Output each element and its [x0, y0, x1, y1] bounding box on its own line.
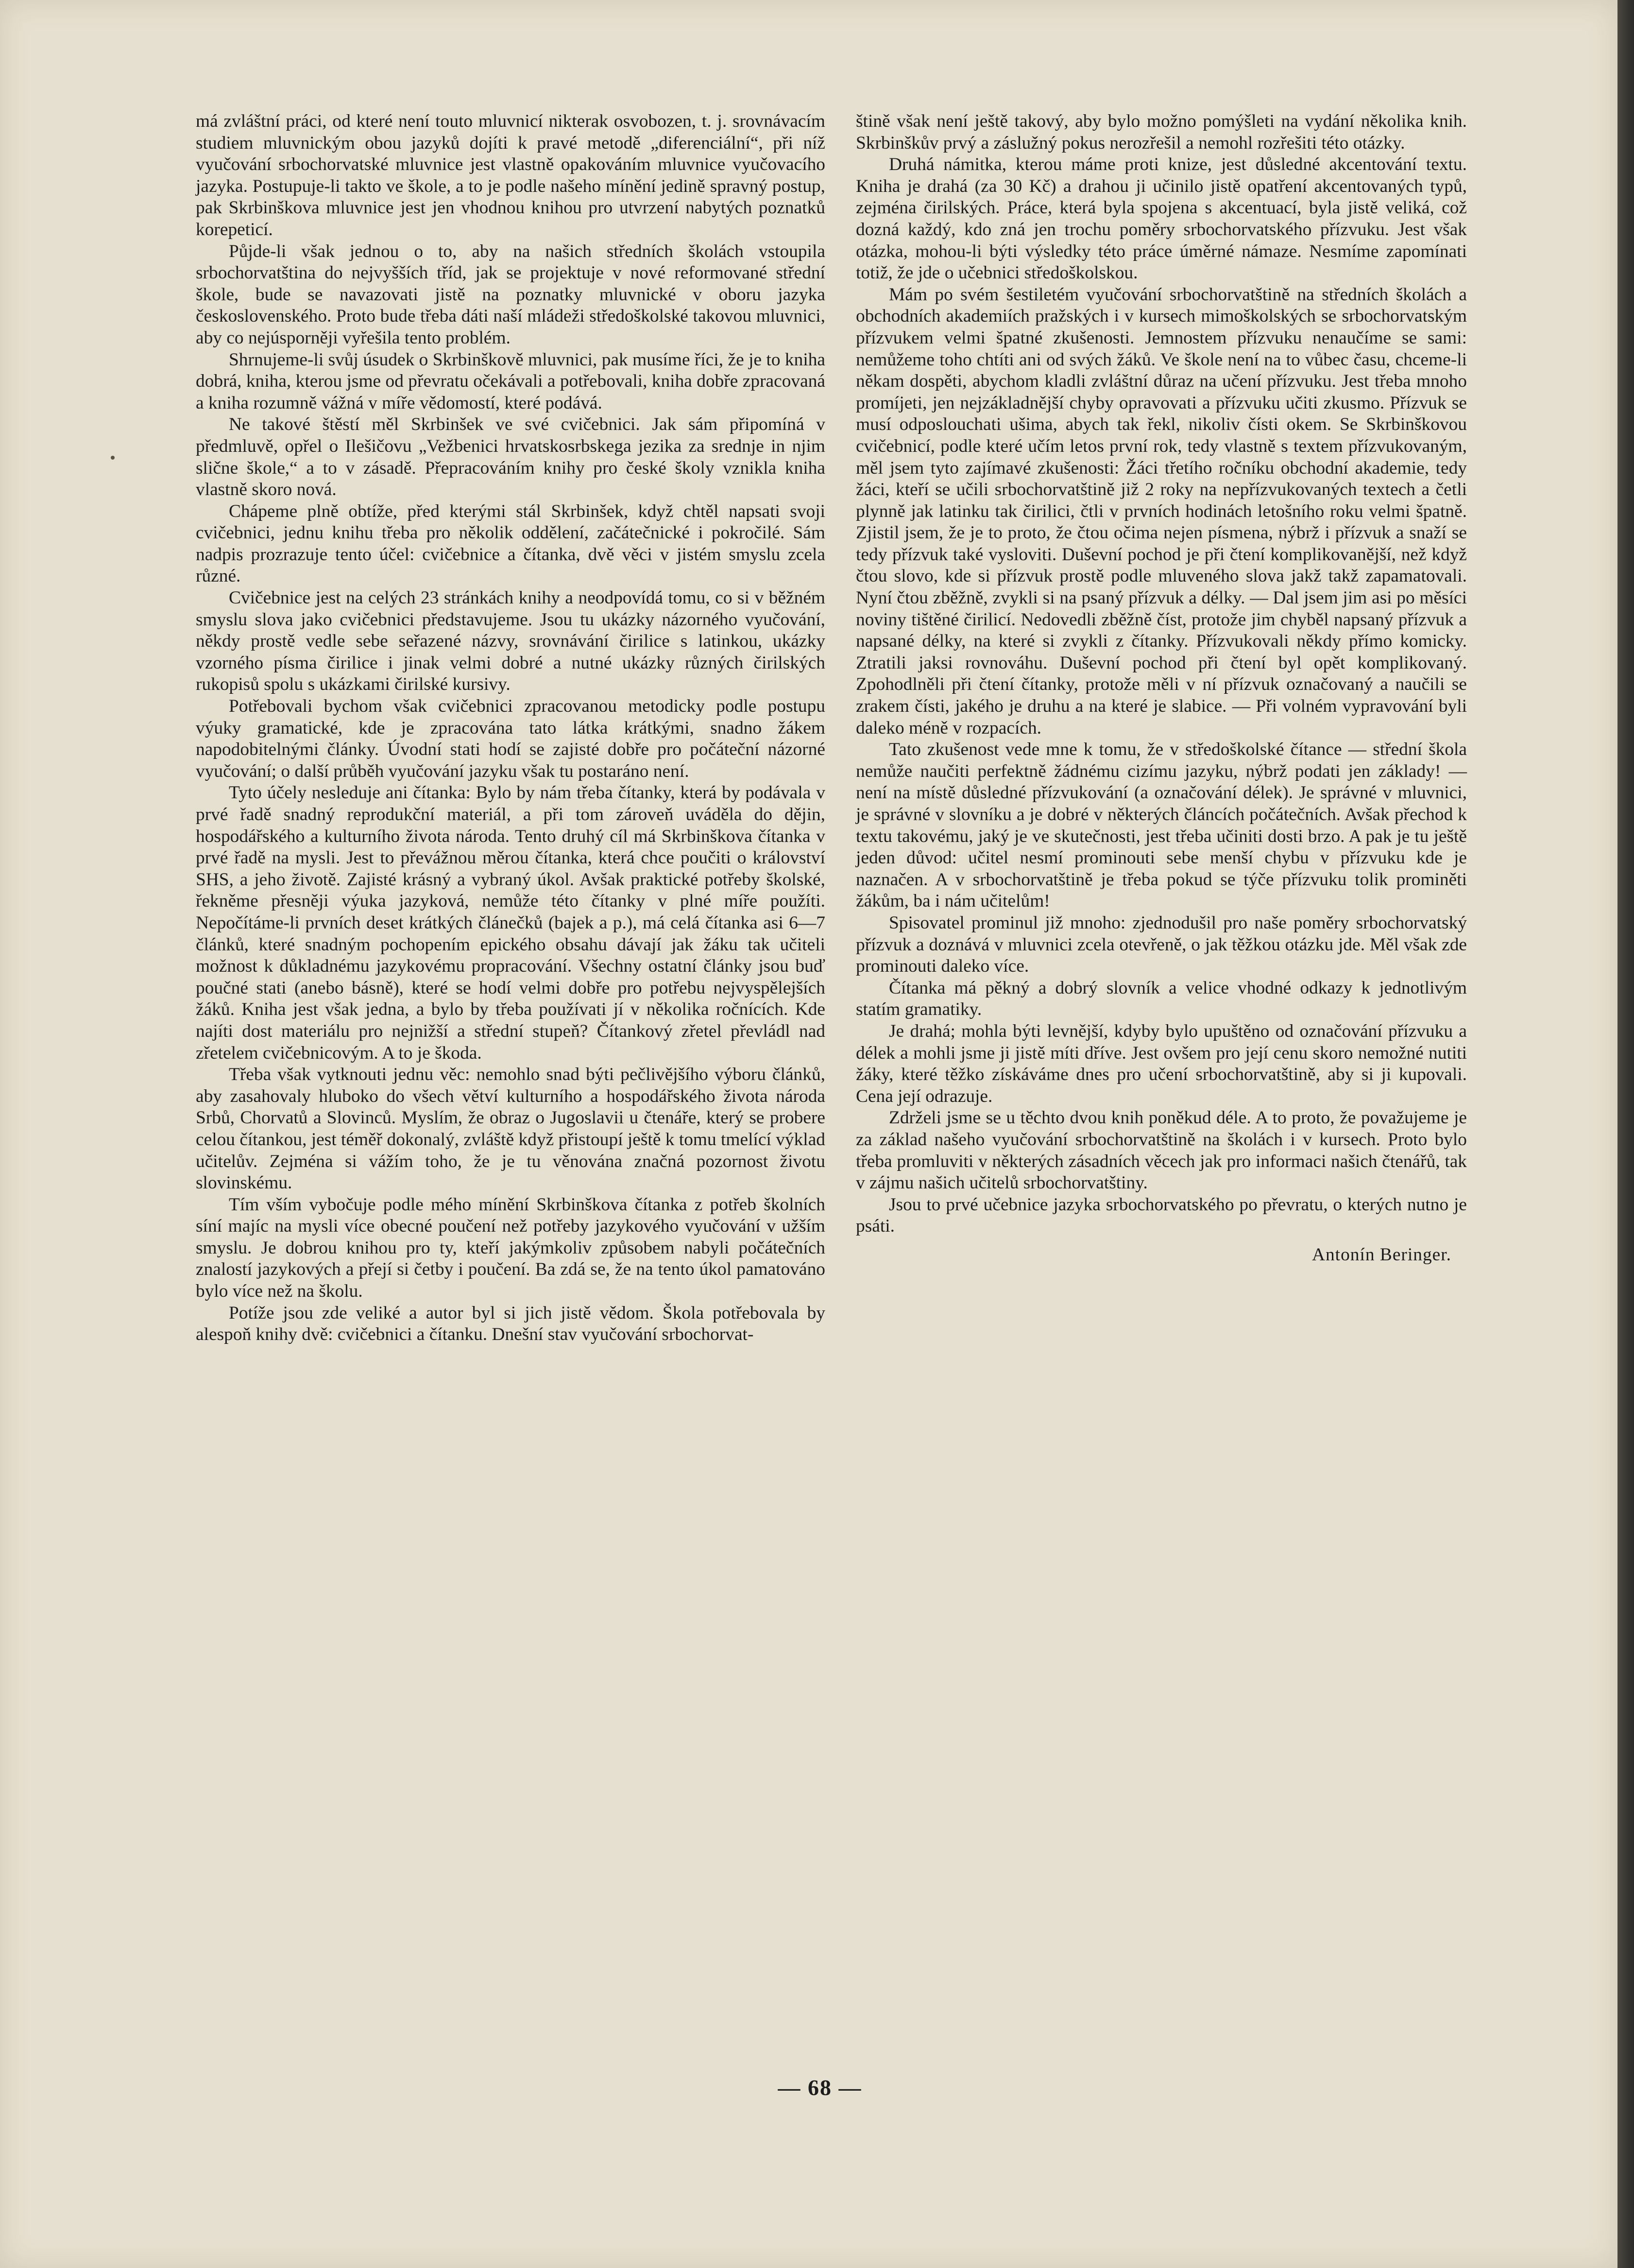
- paragraph: má zvláštní práci, od které není touto mluvnicí nikterak osvobozen, t. j. srovnávacím studiem mluvnickým obou jazyků dojíti k pravé metodě „diferenciální“, při níž vyučování srbochorvatské mluvnice jest vlastně opakováním mluvnice vyučovacího jazyka. Postupuje-li takto ve škole, a to je podle našeho mínění jedině spravný postup, pak Skrbinškova mluvnice jest jen vhodnou knihou pro utvrzení nabytých poznatků korepeticí.: [196, 111, 825, 240]
- paragraph: Chápeme plně obtíže, před kterými stál Skrbinšek, když chtěl napsati svoji cvičebnici, jednu knihu třeba pro několik oddělení, začátečnické i pokročilé. Sám nadpis prozrazuje tento účel: cvičebnice a čítanka, dvě věci v jistém smyslu zcela různé.: [196, 501, 825, 586]
- paragraph: Druhá námitka, kterou máme proti knize, jest důsledné akcentování textu. Kniha je drahá (za 30 Kč) a drahou ji učinilo jistě opatření akcentovaných typů, zejména čirilských. Práce, která byla spojena s akcentuací, byla jistě veliká, což dozná každý, kdo zná jen trochu poměry srbochorvatského přízvuku. Jest však otázka, mohou-li býti výsledky této práce úměrné námaze. Nesmíme zapomínati totiž, že jde o učebnici středoškolskou.: [856, 155, 1467, 283]
- paragraph: Potřebovali bychom však cvičebnici zpracovanou metodicky podle postupu výuky gramatické, kde je zpracována tato látka krátkými, snadno žákem napodobitelnými články. Úvodní stati hodí se zajisté dobře pro počáteční názorné vyučování; o další průběh vyučování jazyku však tu postaráno není.: [196, 696, 825, 781]
- paragraph: štině však není ještě takový, aby bylo možno pomýšleti na vydání několika knih. Skrbinškův prvý a záslužný pokus nerozřešil a nemohl rozřešiti této otázky.: [856, 111, 1467, 153]
- right-column: [856, 111, 1467, 1266]
- paragraph: Tato zkušenost vede mne k tomu, že v středoškolské čítance — střední škola nemůže naučiti perfektně žádnému cizímu jazyku, nýbrž podati jen základy! — není na místě důsledné přízvukování (a označování délek). Je správné v mluvnici, je správné v slovníku a je dobré v některých článcích počátečních. Avšak přechod k textu takovému, jaký je ve skutečnosti, jest třeba učiniti dosti brzo. A pak je tu ještě jeden důvod: učitel nesmí prominouti sebe menší chybu v přízvuku kde je naznačen. A v srbochorvatštině je třeba pokud se týče přízvuku tolik prominěti žákům, ba i nám učitelům!: [856, 739, 1467, 911]
- paragraph: Je drahá; mohla býti levnější, kdyby bylo upuštěno od označování přízvuku a délek a mohli jsme ji jistě míti dříve. Jest ovšem pro její cenu skoro nemožné nutiti žáky, které těžko získáváme dnes pro učení srbochorvatštině, aby si ji kupovali. Cena její odrazuje.: [856, 1021, 1467, 1106]
- paragraph: Zdrželi jsme se u těchto dvou knih poněkud déle. A to proto, že považujeme je za základ našeho vyučování srbochorvatštině na školách i v kursech. Proto bylo třeba promluviti v některých zásadních věcech jak pro informaci našich čtenářů, tak v zájmu našich učitelů srbochorvatštiny.: [856, 1108, 1467, 1193]
- left-column: [196, 111, 825, 1346]
- paragraph: Tím vším vybočuje podle mého mínění Skrbinškova čítanka z potřeb školních síní majíc na mysli více obecné poučení než potřeby jazykového vyučování v užším smyslu. Je dobrou knihou pro ty, kteří jakýmkoliv způsobem nabyli počátečních znalostí jazykových a přejí si četby i poučení. Ba zdá se, že na tento úkol pamatováno bylo více než na školu.: [196, 1194, 825, 1302]
- paragraph: Půjde-li však jednou o to, aby na našich středních školách vstoupila srbochorvatština do nejvyšších tříd, jak se projektuje v nové reformované střední škole, bude se navazovati jistě na poznatky mluvnické v oboru jazyka československého. Proto bude třeba dáti naší mládeži středoškolské takovou mluvnici, aby co nejúsporněji vyřešila tento problém.: [196, 241, 825, 348]
- paragraph: Čítanka má pěkný a dobrý slovník a velice vhodné odkazy k jednotlivým statím gramatiky.: [856, 978, 1467, 1020]
- paragraph: Potíže jsou zde veliké a autor byl si jich jistě vědom. Škola potřebovala by alespoň knihy dvě: cvičebnici a čítanku. Dnešní stav vyučování srbochorvat-: [196, 1303, 825, 1345]
- paragraph: Mám po svém šestiletém vyučování srbochorvatštině na středních školách a obchodních akademiích pražských i v kursech mimoškolských se srbochorvatským přízvukem velmi špatné zkušenosti. Jemnostem přízvuku nenaučíme se sami: nemůžeme toho chtíti ani od svých žáků. Ve škole není na to vůbec času, chceme-li někam dospěti, abychom kladli zvláštní důraz na učení přízvuku. Jest třeba mnoho promíjeti, jen nejzákladnější chyby opravovati a přízvuku učiti zkusmo. Přízvuk se musí odposlouchati ušima, abych tak řekl, nikoliv čísti okem. Se Skrbinškovou cvičebnicí, podle které učím letos první rok, tedy vlastně s textem přízvukovaným, měl jsem tyto zajímavé zkušenosti: Žáci třetího ročníku obchodní akademie, tedy žáci, kteří se učili srbochorvatštině již 2 roky na nepřízvukovaných textech a četli plynně jak latinku tak čirilici, čtli v prvních hodinách letošního roku velmi špatně. Zjistil jsem, že je to proto, že čtou očima nejen písmena, nýbrž i přízvuk a snaží se tedy přízvuk také vysloviti. Duševní pochod je při čtení komplikovanější, než když čtou slovo, kde si přízvuk prostě podle mluveného slova jakž takž zapamatovali. Nyní čtou zběžně, zvykli si na psaný přízvuk a délky. — Dal jsem jim asi po měsíci noviny tištěné čirilicí. Nedovedli zběžně číst, protože jim chyběl napsaný přízvuk a napsané délky, na které si zvykli z čítanky. Přízvukovali někdy přímo komicky. Ztratili jaksi rovnováhu. Duševní pochod při čtení byl opět komplikovaný. Zpohodlněli při čtení čítanky, protože měli v ní přízvuk označovaný a naučili se zrakem čísti, jakého je druhu a na které je slabice. — Při volném vypravování byli daleko méně v rozpacích.: [856, 284, 1467, 738]
- paragraph: Spisovatel prominul již mnoho: zjednodušil pro naše poměry srbochorvatský přízvuk a doznává v mluvnici zcela otevřeně, o jak těžkou otázku jde. Měl však zde prominouti daleko více.: [856, 912, 1467, 977]
- author-signature: Antonín Beringer.: [1311, 1244, 1451, 1265]
- paragraph: Jsou to prvé učebnice jazyka srbochorvatského po převratu, o kterých nutno je psáti.: [856, 1194, 1467, 1237]
- paragraph: Shrnujeme-li svůj úsudek o Skrbinškově mluvnici, pak musíme říci, že je to kniha dobrá, kniha, kterou jsme od převratu očekávali a potřebovali, kniha dobře zpracovaná a kniha rozumně vážná v míře vědomostí, které podává.: [196, 349, 825, 413]
- page-number: — 68 —: [778, 2075, 862, 2100]
- paragraph: Cvičebnice jest na celých 23 stránkách knihy a neodpovídá tomu, co si v běžném smyslu slova jako cvičebnici představujeme. Jsou tu ukázky názorného vyučování, někdy prostě vedle sebe seřazené názvy, srovnávání čirilice s latinkou, ukázky vzorného písma čirilice i jinak velmi dobré a nutné ukázky různých čirilských rukopisů spolu s ukázkami čirilské kursivy.: [196, 588, 825, 695]
- scan-edge: [1617, 0, 1634, 2268]
- ink-speck: [111, 456, 115, 460]
- paragraph: Ne takové štěstí měl Skrbinšek ve své cvičebnici. Jak sám připomíná v předmluvě, opřel o Ilešičovu „Vežbenici hrvatskosrbskega jezika za srednje in njim slične škole,“ a to v zásadě. Přepracováním knihy pro české školy vznikla kniha vlastně skoro nová.: [196, 414, 825, 500]
- paragraph: Třeba však vytknouti jednu věc: nemohlo snad býti pečlivějšího výboru článků, aby zasahovaly hluboko do všech větví kulturního a hospodářského života národa Srbů, Chorvatů a Slovinců. Myslím, že obraz o Jugoslavii u čtenáře, který se probere celou čítankou, jest téměř dokonalý, zvláště když přistoupí ještě k tomu tmelící výklad učitelův. Zejména si vážím toho, že je tu věnována značná pozornost životu slovinskému.: [196, 1065, 825, 1193]
- paragraph: Tyto účely nesleduje ani čítanka: Bylo by nám třeba čítanky, která by podávala v prvé řadě snadný reprodukční materiál, a při tom zároveň uváděla do dějin, hospodářského a kulturního života národa. Tento druhý cíl má Skrbinškova čítanka v prvé řadě na mysli. Jest to převážnou měrou čítanka, která chce poučiti o království SHS, a jeho životě. Zajisté krásný a vybraný úkol. Avšak praktické potřeby školské, řekněme přesněji výuka jazyková, nemůže této čítanky v plné míře použíti. Nepočítáme-li prvních deset krátkých článečků (bajek a p.), má celá čítanka asi 6—7 článků, které snadným pochopením epického obsahu dávají jak žáku tak učiteli možnost k důkladnému jazykovému propracování. Všechny ostatní články jsou buď poučné stati (anebo básně), které se hodí velmi dobře pro potřebu nejvyspělejších žáků. Kniha jest však jedna, a bylo by třeba používati jí v několika ročnících. Kde najíti dost materiálu pro nejnižší a střední stupeň? Čítankový zřetel převládl nad zřetelem cvičebnicovým. A to je škoda.: [196, 783, 825, 1063]
